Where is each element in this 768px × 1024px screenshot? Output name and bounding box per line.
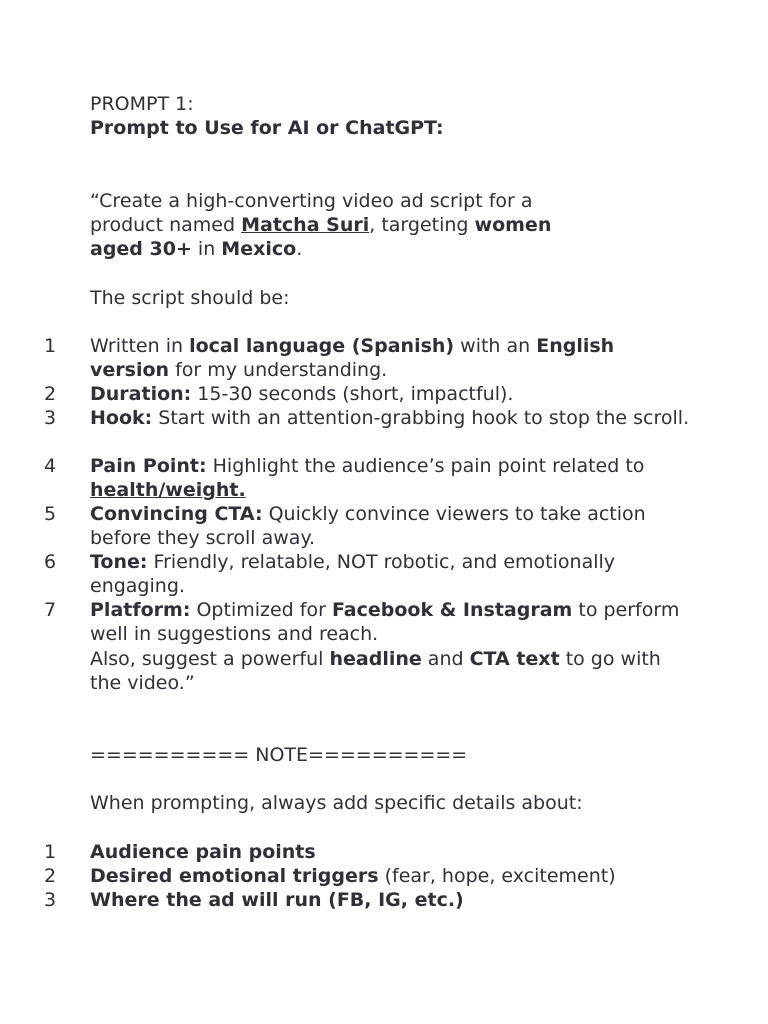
prompt-header (90, 92, 690, 140)
list-item-text: Hook: Start with an attention-grabbing hook to stop the scroll. (90, 407, 690, 429)
list-item-text: Tone: Friendly, relatable, NOT robotic, and emotionally engaging. (90, 551, 616, 598)
list-item-text: Desired emotional triggers (fear, hope, excitement) (90, 865, 616, 887)
product-name: Matcha Suri (241, 214, 370, 237)
list-number: 3 (44, 407, 57, 429)
list-number: 3 (44, 889, 57, 911)
intro-paragraph: “Create a high-converting video ad script for a product named Matcha Suri, targeting women aged 30+ in Mexico. (90, 190, 552, 261)
list-item-text: Where the ad will run (FB, IG, etc.) (90, 889, 464, 911)
target-audience: women aged 30+ (90, 214, 552, 261)
note-intro: When prompting, always add specific details about: (90, 792, 583, 814)
list-number: 2 (44, 383, 57, 405)
list-item-text: Pain Point: Highlight the audience’s pain point related to health/weight. (90, 455, 645, 502)
list-item-text: Duration: 15-30 seconds (short, impactful). (90, 383, 514, 405)
target-country: Mexico (221, 238, 297, 261)
closing-paragraph: Also, suggest a powerful headline and CTA text to go with the video.” (90, 648, 661, 695)
list-number: 1 (44, 335, 57, 357)
list-item-text: Audience pain points (90, 841, 316, 863)
script-should-be: The script should be: (90, 287, 290, 309)
list-number: 2 (44, 865, 57, 887)
health-weight-link: health/weight. (90, 479, 246, 502)
list-number: 1 (44, 841, 57, 863)
list-item-text: Platform: Optimized for Facebook & Instagram to perform well in suggestions and reach. (90, 599, 680, 646)
list-number: 7 (44, 599, 57, 621)
note-heading: ========== NOTE========== (90, 744, 468, 766)
list-number: 4 (44, 455, 57, 477)
list-item-text: Convincing CTA: Quickly convince viewers to take action before they scroll away. (90, 503, 646, 550)
list-item-text: Written in local language (Spanish) with an English version for my understanding. (90, 335, 615, 382)
list-number: 6 (44, 551, 57, 573)
list-number: 5 (44, 503, 57, 525)
prompt-label: PROMPT 1: (90, 93, 194, 115)
prompt-title: Prompt to Use for AI or ChatGPT: (90, 117, 444, 140)
